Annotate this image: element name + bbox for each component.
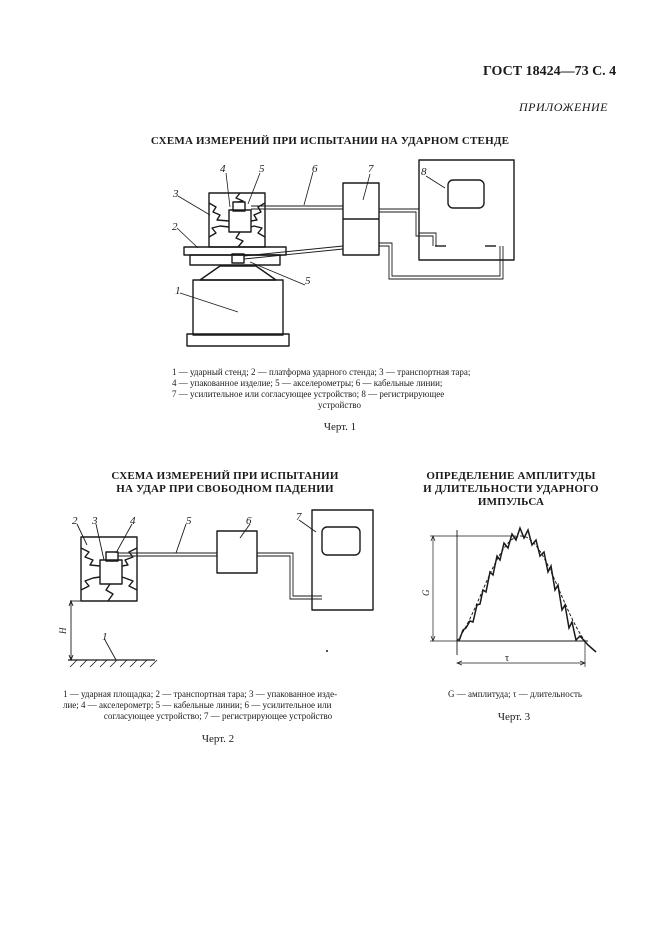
fig3-envelope: [457, 536, 585, 641]
fig3-caption: Черт. 3: [497, 711, 531, 723]
fig2-label-4: 4: [130, 515, 136, 527]
fig1-label-3: 3: [173, 188, 179, 200]
fig1-label-2: 2: [172, 221, 178, 233]
fig1-label-5-top: 5: [259, 163, 265, 175]
fig3-legend: [430, 689, 600, 700]
fig2-label-5: 5: [186, 515, 192, 527]
standard-header: ГОСТ 18424—73 С. 4: [483, 64, 617, 79]
fig2-label-3: 3: [92, 515, 98, 527]
print-speck: [326, 650, 328, 652]
appendix-label: ПРИЛОЖЕНИЕ: [519, 100, 608, 114]
fig1-label-1: 1: [175, 285, 181, 297]
fig1-label-5-bottom: 5: [305, 275, 311, 287]
fig3-amplitude-symbol: G: [421, 589, 431, 596]
fig1-label-4: 4: [220, 163, 226, 175]
fig1-legend-line4: устройство: [318, 400, 361, 410]
fig2-legend-line2: лие; 4 — акселерометр; 5 — кабельные линии; 6 — усилительное или: [63, 700, 332, 710]
fig1-label-8: 8: [421, 166, 427, 178]
fig2-title-line2: НА УДАР ПРИ СВОБОДНОМ ПАДЕНИИ: [116, 483, 334, 495]
fig2-legend-line1: 1 — ударная площадка; 2 — транспортная тара; 3 — упакованное изде-: [63, 689, 338, 699]
fig1-legend-line1: 1 — ударный стенд; 2 — платформа ударного стенда; 3 — транспортная тара;: [172, 367, 471, 377]
fig2-label-6: 6: [246, 515, 252, 527]
fig3-title-line2: И ДЛИТЕЛЬНОСТИ УДАРНОГО: [423, 483, 599, 495]
fig2-label-2: 2: [72, 515, 78, 527]
fig3-legend-line: G — амплитуда; τ — длительность: [448, 689, 582, 699]
fig3-title-line1: ОПРЕДЕЛЕНИЕ АМПЛИТУДЫ: [426, 470, 596, 482]
fig1-caption: Черт. 1: [323, 421, 357, 433]
fig2-height-label: H: [58, 627, 68, 634]
fig1-label-7: 7: [368, 163, 374, 175]
fig1-legend-line3: 7 — усилительное или согласующее устройство; 8 — регистрирующее: [172, 389, 445, 399]
fig2-legend-line3: согласующее устройство; 7 — регистрирующее устройство: [103, 711, 333, 721]
fig3-duration-symbol: τ: [505, 653, 510, 664]
fig2-title-line1: СХЕМА ИЗМЕРЕНИЙ ПРИ ИСПЫТАНИИ: [111, 470, 339, 482]
fig2-label-1: 1: [102, 631, 108, 643]
fig3-title-line3: ИМПУЛЬСА: [477, 496, 545, 508]
fig1-title: СХЕМА ИЗМЕРЕНИЙ ПРИ ИСПЫТАНИИ НА УДАРНОМ СТЕНДЕ: [150, 135, 510, 147]
fig1-label-6: 6: [312, 163, 318, 175]
fig2-label-7: 7: [296, 511, 302, 523]
fig1-legend-line2: 4 — упакованное изделие; 5 — акселерометры; 6 — кабельные линии;: [172, 378, 443, 388]
fig3-signal: [459, 528, 596, 652]
fig2-caption: Черт. 2: [201, 733, 235, 745]
